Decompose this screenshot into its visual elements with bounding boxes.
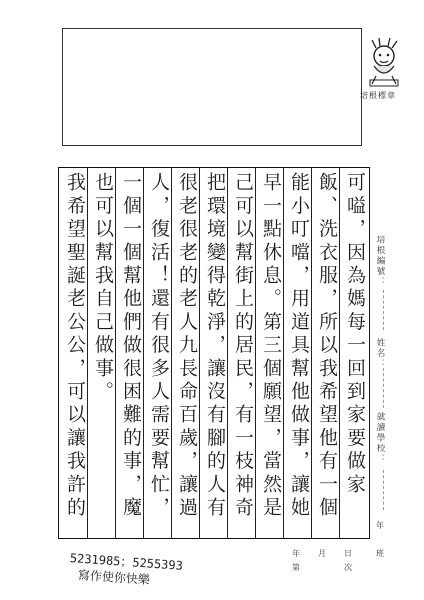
essay-column-8: 人，復活！還有很多人需要幫忙， [148,172,170,520]
essay-column-6: 把環境變得乾淨，讓沒有腳的人有 [204,172,226,520]
footer-times-label: 次 [344,563,352,572]
essay-column-9: 一個一個幫他們做很困難的事，魔 [120,172,142,520]
essay-column-3: 能小叮噹，用道具幫他做事，讓她 [288,172,310,520]
essay-column-1: 可嗌，因為媽每一回到家要做家 [344,172,366,497]
essay-column-11: 我希望聖誕老公公，可以讓我許的 [64,172,86,520]
essay-column-2: 飯、洗衣服，所以我希望他有一個 [316,172,338,520]
class-label: 班 [376,549,384,558]
essay-column-5: 己可以幫街上的居民，有一枝神奇 [232,172,254,520]
slogan: 寫作使你快樂 [77,568,151,588]
essay-column-7: 很老很老的老人九長命百歲，讓過 [176,172,198,520]
essay-column-4: 早一點休息。第三個願望，當然是 [260,172,282,520]
school-label: 就讀學校： [375,412,385,465]
bear-logo-icon [362,36,406,96]
grade-label: 年 [376,521,384,530]
phone-numbers: 5231985；5255393 [69,551,184,573]
footer-day-label: 日 [344,549,352,558]
editor-number-line [383,290,384,330]
footer-number-label: 第 [292,563,300,572]
name-label: 姓名： [375,338,385,370]
essay-column-10: 也可以幫我自己做事。 [92,172,114,404]
school-line [383,470,384,510]
writing-grid [58,167,370,539]
logo-caption: 培根標章 [360,91,396,100]
editor-number-label: 培根編號： [375,235,385,288]
footer-year-label: 年 [292,549,300,558]
name-line [383,368,384,408]
header-blank-box [62,28,362,146]
footer-month-label: 月 [318,549,326,558]
